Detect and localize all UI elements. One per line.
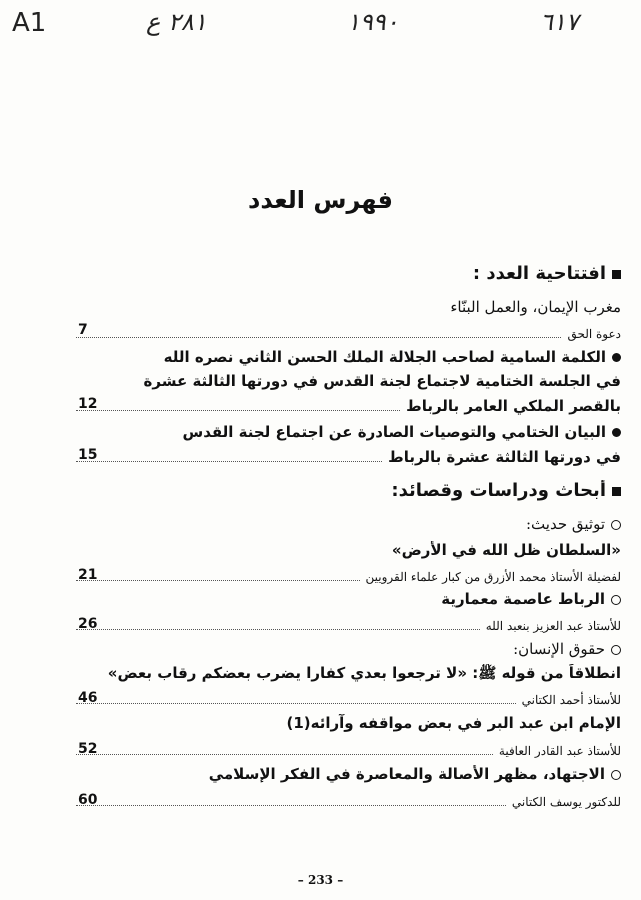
handwritten-year: ١٩٩٠ (347, 8, 399, 36)
toc-entry-author: للأستاذ أحمد الكتاني (70, 691, 621, 715)
page-number: 7 (78, 322, 88, 338)
toc-entry-title-cont: في دورتها الثالثة عشرة بالرباط (70, 448, 621, 472)
circle-bullet-icon (611, 770, 621, 780)
page-number: 46 (78, 690, 98, 706)
toc-entry-title: الإمام ابن عبد البر في بعض مواقفه وآرائه(1) (286, 714, 621, 732)
toc-entry-title-cont: انطلاقاً من قوله ﷺ: «لا ترجعوا بعدي كفارا يضرب بعضكم رقاب بعض» (107, 664, 621, 682)
toc-entry-title: الرباط عاصمة معمارية (70, 590, 621, 614)
toc-entry-author: للدكتور يوسف الكتاني (70, 793, 621, 817)
circle-bullet-icon (611, 645, 621, 655)
toc-entry-title: الكلمة السامية لصاحب الجلالة الملك الحسن الثاني نصره الله (70, 348, 621, 372)
square-bullet-icon (612, 487, 621, 496)
toc-entry-author: للأستاذ عبد العزيز بنعبد الله (70, 617, 621, 641)
bullet-icon (612, 428, 621, 437)
toc-entry-title-cont: بالقصر الملكي العامر بالرباط (70, 397, 621, 421)
toc-entry-author: دعوة الحق (70, 325, 621, 349)
toc-entry-title-cont: في الجلسة الختامية لاجتماع لجنة القدس في دورتها الثالثة عشرة (143, 372, 621, 390)
toc-entry-title: الاجتهاد، مظهر الأصالة والمعاصرة في الفكر الإسلامي (70, 765, 621, 789)
toc-entry-title: البيان الختامي والتوصيات الصادرة عن اجتماع لجنة القدس (70, 423, 621, 447)
circle-bullet-icon (611, 520, 621, 530)
handwritten-corner-mark: A1 (12, 8, 47, 38)
bullet-icon (612, 353, 621, 362)
page-title: فهرس العدد (248, 186, 393, 214)
page-number: 60 (78, 792, 98, 808)
toc-entry-author: لفضيلة الأستاذ محمد الأزرق من كبار علماء القرويين (70, 568, 621, 592)
handwritten-code: ٦١٧ (540, 8, 579, 36)
page-number: 21 (78, 567, 98, 583)
toc-entry-title: حقوق الإنسان: (70, 640, 621, 664)
toc-entry-title: توثيق حديث: (70, 515, 621, 539)
page-number: 15 (78, 447, 98, 463)
page-number: 26 (78, 616, 98, 632)
section-heading-editorial: افتتاحية العدد : (70, 263, 621, 287)
page-number: 12 (78, 396, 98, 412)
toc-entry-author: للأستاذ عبد القادر العافية (70, 742, 621, 766)
square-bullet-icon (612, 270, 621, 279)
section-heading-studies: أبحاث ودراسات وقصائد: (70, 480, 621, 504)
page-number: 52 (78, 741, 98, 757)
toc-entry-title-cont: «السلطان ظل الله في الأرض» (391, 541, 621, 559)
toc-entry-title: مغرب الإيمان، والعمل البنّاء (450, 298, 621, 316)
handwritten-issue-number: ٢٨١ ع (146, 8, 207, 36)
page-footer-number: – 233 – (297, 873, 344, 887)
circle-bullet-icon (611, 595, 621, 605)
